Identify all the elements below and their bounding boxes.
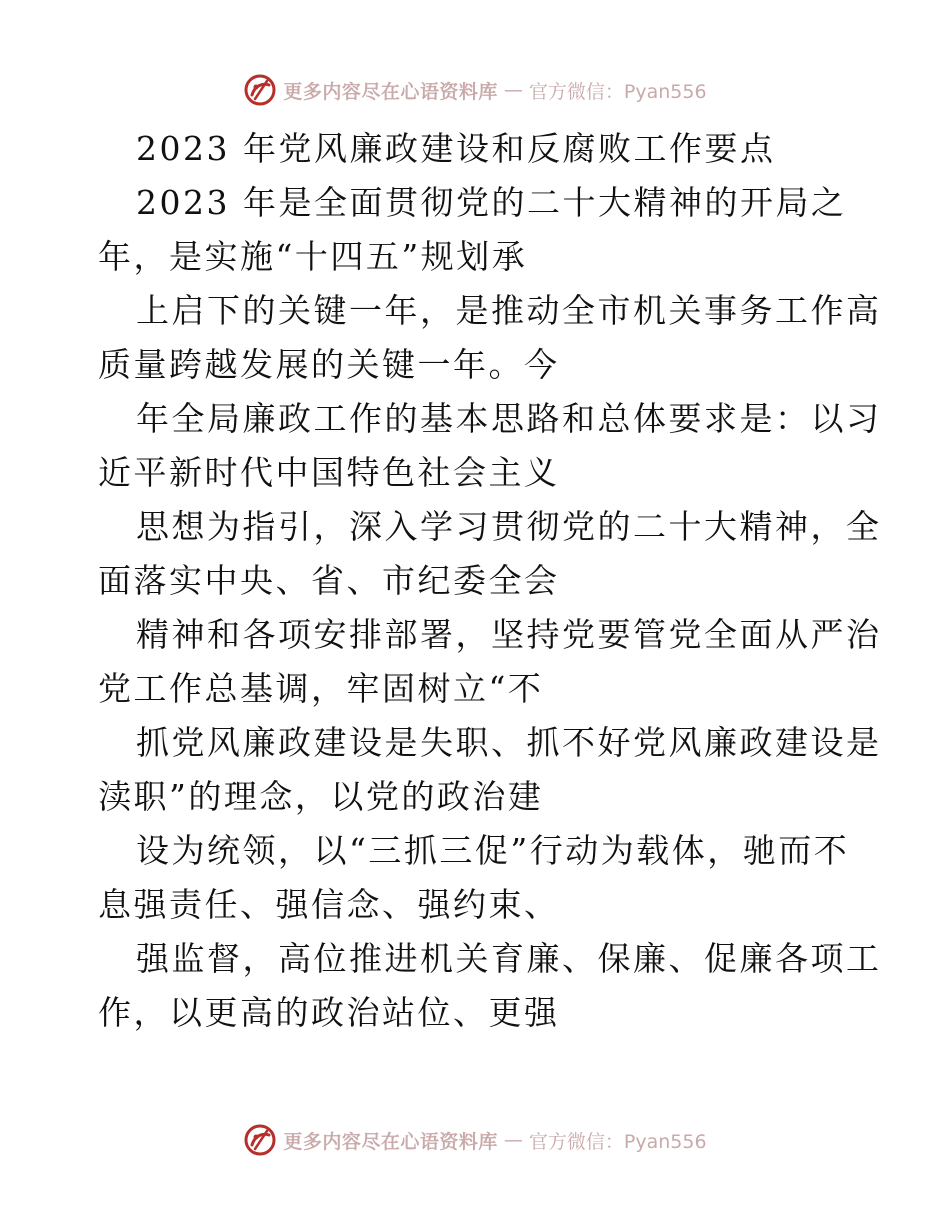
paragraph-line: 设为统领，以“三抓三促”行动为载体，驰而不 [136,831,850,870]
paragraph-line: 上启下的关键一年，是推动全市机关事务工作高 [136,291,882,330]
banner-contact: 官方微信：Pyan556 [528,1130,707,1153]
paragraph-line: 渎职”的理念，以党的政治建 [98,777,544,816]
paragraph-line: 面落实中央、省、市纪委全会 [98,561,560,600]
paragraph-line: 思想为指引，深入学习贯彻党的二十大精神，全 [136,507,882,546]
banner-contact: 官方微信：Pyan556 [528,80,707,103]
paragraph-line: 2023 年是全面贯彻党的二十大精神的开局之 [136,183,847,222]
document-title: 2023 年党风廉政建设和反腐败工作要点 [136,129,776,168]
paragraph-line: 年，是实施“十四五”规划承 [98,237,528,276]
paragraph-line: 质量跨越发展的关键一年。今 [98,345,560,384]
red-seal-logo-icon [243,73,277,107]
paragraph-line: 息强责任、强信念、强约束、 [98,885,560,924]
paragraph-line: 党工作总基调，牢固树立“不 [98,669,544,708]
paragraph-line: 年全局廉政工作的基本思路和总体要求是：以习 [136,399,882,438]
banner-separator: — [503,79,523,101]
paragraph-line: 精神和各项安排部署，坚持党要管党全面从严治 [136,615,882,654]
banner-title: 更多内容尽在心语资料库 [283,1130,498,1153]
paragraph-line: 抓党风廉政建设是失职、抓不好党风廉政建设是 [136,723,882,762]
paragraph-line: 作，以更高的政治站位、更强 [98,993,560,1032]
banner-separator: — [503,1129,523,1151]
banner-title: 更多内容尽在心语资料库 [283,80,498,103]
paragraph-line: 近平新时代中国特色社会主义 [98,453,560,492]
paragraph-line: 强监督，高位推进机关育廉、保廉、促廉各项工 [136,939,882,978]
footer-watermark-banner [0,1120,950,1160]
header-watermark-banner [0,70,950,110]
red-seal-logo-icon [243,1123,277,1157]
document-body [98,122,882,1040]
